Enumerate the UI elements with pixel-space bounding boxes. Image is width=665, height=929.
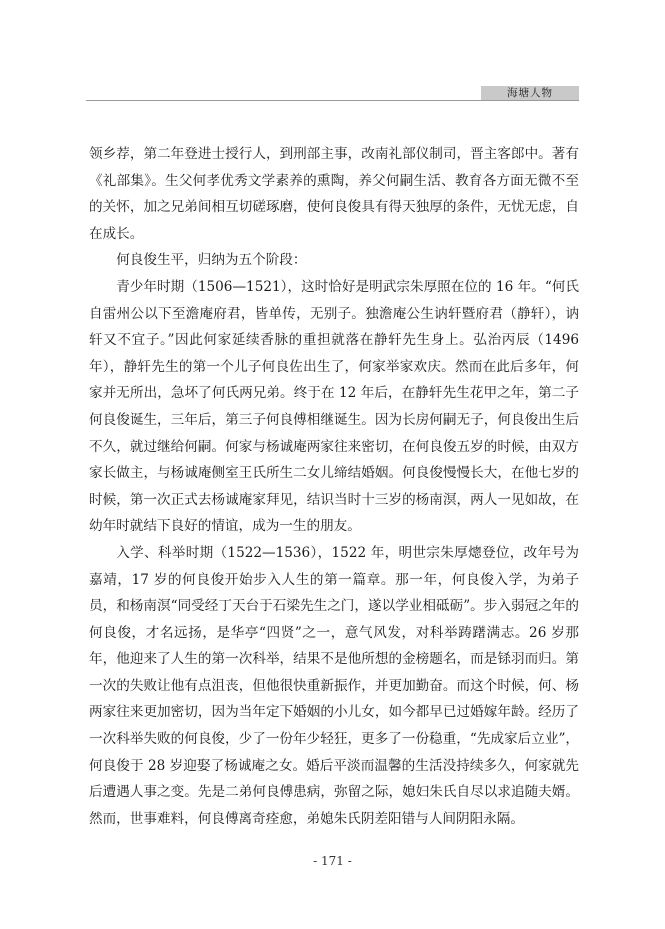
paragraph: 入学、科举时期（1522—1536），1522 年，明世宗朱厚熜登位，改年号为嘉靖，17 岁的何良俊开始步入人生的第一篇章。那一年，何良俊入学，为弟子员，和杨南溟“同受经丁天台于石梁先生之门，遂以学业相砥砺”。步入弱冠之年的何良俊，才名远扬，是华亭“四贤”之一，意气风发，对科举踌躇满志。26 岁那年，他迎来了人生的第一次科举，结果不是他所想的金榜题名，而是铩羽而归。第一次的失败让他有点沮丧，但他很快重新振作，并更加勤奋。而这个时候，何、杨两家往来更加密切，因为当年定下婚姻的小儿女，如今都早已过婚嫁年龄。经历了一次科举失败的何良俊，少了一份年少轻狂，更多了一份稳重，“先成家后立业”，何良俊于 28 岁迎娶了杨诚庵之女。婚后平淡而温馨的生活没持续多久，何家就先后遭遇人事之变。先是二弟何良傅患病，弥留之际，媳妇朱氏自尽以求追随夫婿。然而，世事难料，何良傅离奇痊愈，弟媳朱氏阴差阳错与人间阴阳永隔。: [89, 544, 579, 827]
paragraph: 何良俊生平，归纳为五个阶段：: [116, 252, 307, 269]
running-header-section-title: 海塘人物: [481, 86, 579, 100]
page-number: - 171 -: [313, 854, 352, 868]
paragraph: 青少年时期（1506—1521），这时恰好是明武宗朱厚照在位的 16 年。“何氏自雷州公以下至澹庵府君，皆单传，无别子。独澹庵公生讷轩暨府君（静轩），讷轩又不宜子。”因此何家延续香脉的重担就落在静轩先生身上。弘治丙辰（1496 年），静轩先生的第一个儿子何良佐出生了，何家举家欢庆。然而在此后多年，何家并无所出，急坏了何氏两兄弟。终于在 12 年后，在静轩先生花甲之年，第二子何良俊诞生，三年后，第三子何良傅相继诞生。因为长房何嗣无子，何良俊出生后不久，就过继给何嗣。何家与杨诚庵两家往来密切，在何良俊五岁的时候，由双方家长做主，与杨诚庵侧室王氏所生二女儿缔结婚姻。何良俊慢慢长大，在他七岁的时候，第一次正式去杨诚庵家拜见，结识当时十三岁的杨南溟，两人一见如故，在幼年时就结下良好的情谊，成为一生的朋友。: [89, 278, 579, 535]
header-rule: [86, 100, 579, 101]
body-text: [89, 141, 579, 832]
paragraph: 领乡荐，第二年登进士授行人，到刑部主事，改南礼部仪制司，晋主客郎中。著有《礼部集》。生父何孝优秀文学素养的熏陶，养父何嗣生活、教育各方面无微不至的关怀，加之兄弟间相互切磋琢磨，使何良俊具有得天独厚的条件，无忧无虑，自在成长。: [89, 146, 579, 242]
